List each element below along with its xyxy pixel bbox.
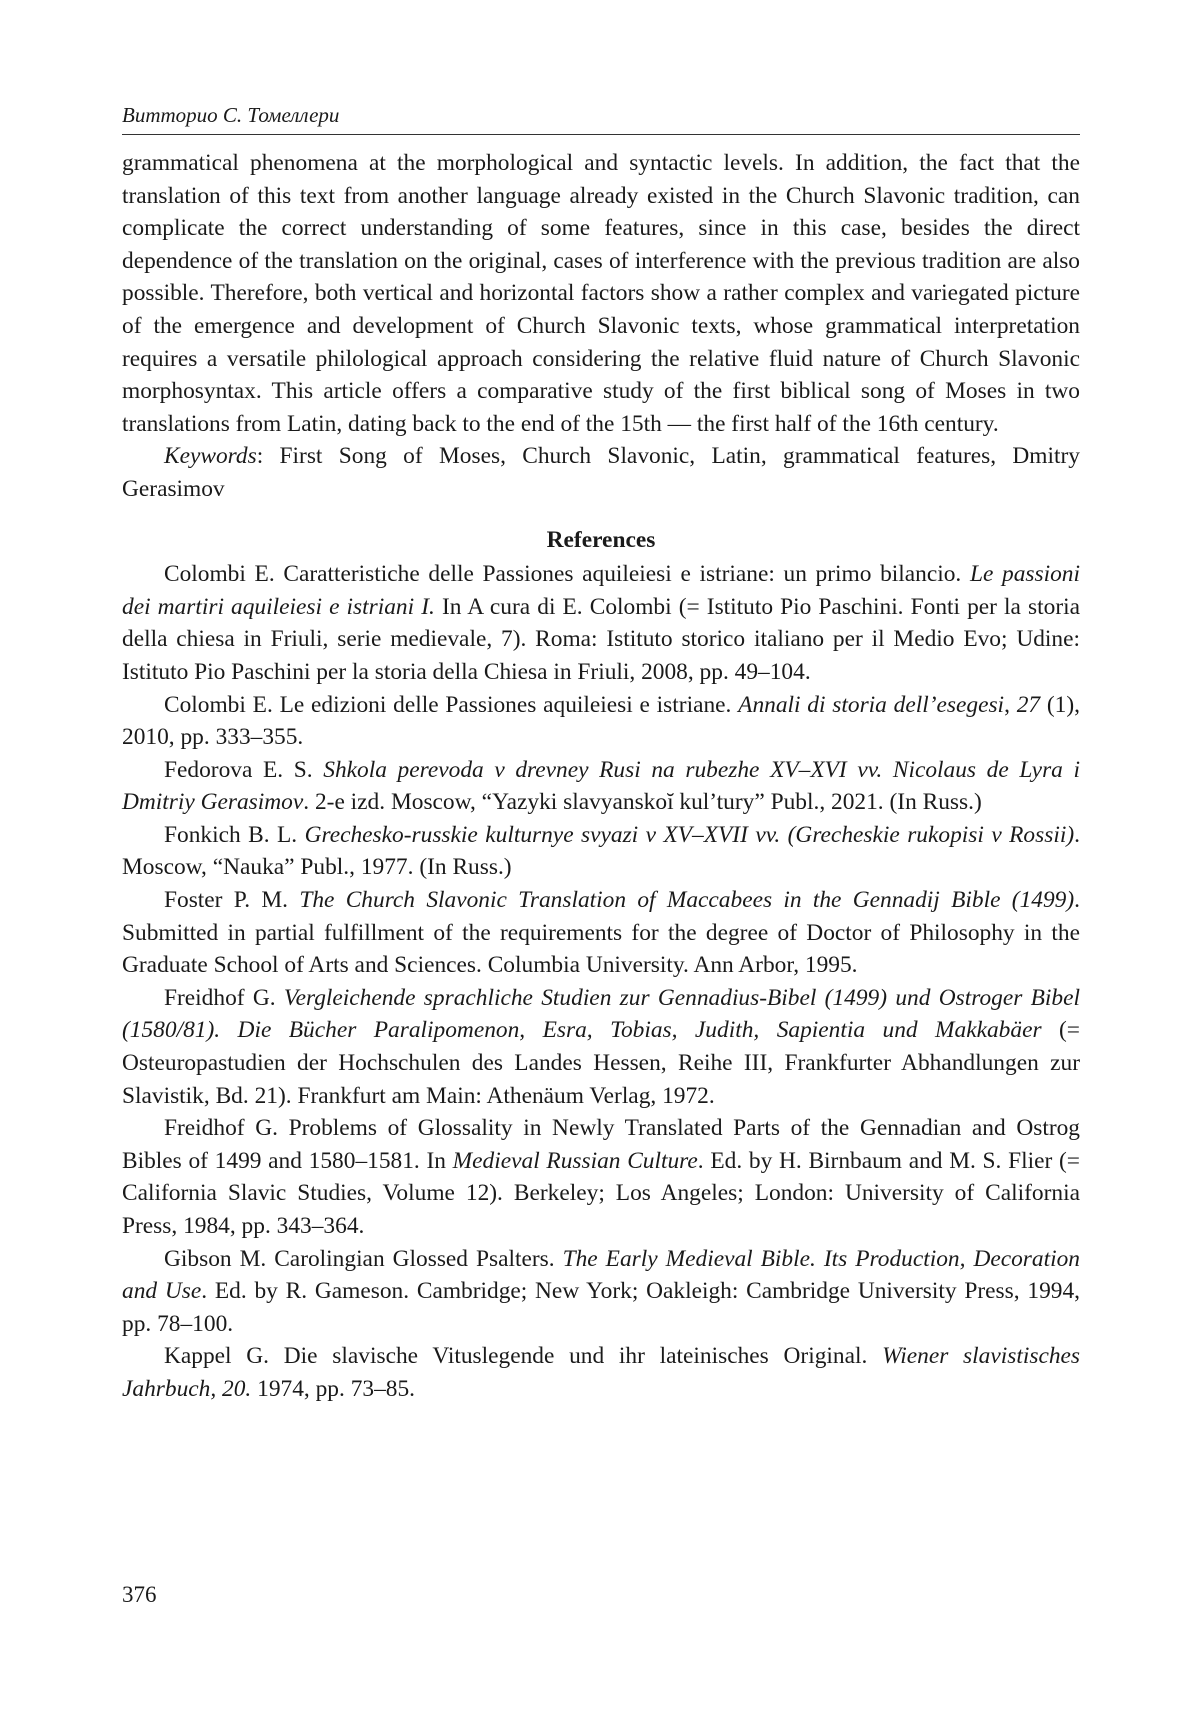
keywords-text: : First Song of Moses, Church Slavonic, Latin, grammatical features, Dmitry Gerasimov	[122, 443, 1080, 502]
reference-text: Freidhof G.	[164, 984, 284, 1011]
reference-entry	[122, 754, 1080, 819]
reference-text: . 2-e izd. Moscow, “Yazyki slavyanskoĭ kul’tury” Publ., 2021. (In Russ.)	[303, 789, 982, 816]
reference-entry	[122, 819, 1080, 884]
reference-text: (= Osteuropastudien der Hochschulen des Landes Hessen, Reihe III, Frankfurter Abhandlungen zur Slavistik, Bd. 21). Frankfurt am Main: Athenäum Verlag, 1972.	[122, 1017, 1080, 1109]
reference-title: Shkola perevoda v drevney Rusi na rubezhe XV–XVI vv. Nicolaus de Lyra i Dmitriy Gerasimov	[122, 756, 1080, 816]
reference-text: . Ed. by H. Birnbaum and M. S. Flier (= California Slavic Studies, Volume 12). Berkeley; Los Angeles; London: University of California Press, 1984, pp. 343–364.	[122, 1147, 1080, 1239]
reference-entry	[122, 558, 1080, 688]
abstract-paragraph: grammatical phenomena at the morphological and syntactic levels. In addition, the fact that the translation of this text from another language already existed in the Church Slavonic tradition, can complicate the correct understanding of some features, since in this case, besides the direct dependence of the translation on the original, cases of interference with the previous tradition are also possible. Therefore, both vertical and horizontal factors show a rather complex and variegated picture of the emergence and development of Church Slavonic texts, whose grammatical interpretation requires a versatile philological approach considering the relative fluid nature of Church Slavonic morphosyntax. This article offers a comparative study of the first biblical song of Moses in two translations from Latin, dating back to the end of the 15th — the first half of the 16th century.	[122, 150, 1080, 437]
reference-text: (1), 2010, pp. 333–355.	[122, 691, 1080, 751]
reference-text: Fonkich B. L.	[164, 821, 305, 848]
reference-text: . Submitted in partial fulfillment of the requirements for the degree of Doctor of Philosophy in the Graduate School of Arts and Sciences. Columbia University. Ann Arbor, 1995.	[122, 887, 1080, 979]
references-list	[122, 558, 1080, 1405]
reference-text: Colombi E. Caratteristiche delle Passiones aquileiesi e istriane: un primo bilancio.	[164, 561, 970, 588]
reference-entry	[122, 1112, 1080, 1242]
reference-text: . Ed. by R. Gameson. Cambridge; New York; Oakleigh: Cambridge University Press, 1994, pp. 78–100.	[122, 1278, 1081, 1337]
page-number: 376	[122, 1582, 157, 1607]
reference-text: In A cura di E. Colombi (= Istituto Pio Paschini. Fonti per la storia della chiesa in Friuli, serie medievale, 7). Roma: Istituto storico italiano per il Medio Evo; Udine: Istituto Pio Paschini per la storia della Chiesa in Friuli, 2008, pp. 49–104.	[122, 593, 1080, 685]
reference-text: Kappel G. Die slavische Vituslegende und ihr lateinisches Original.	[164, 1343, 883, 1370]
reference-title: Annali di storia dell’esegesi	[738, 691, 1005, 718]
reference-title: The Church Slavonic Translation of Maccabees in the Gennadij Bible (1499)	[299, 887, 1075, 914]
reference-title: Le passioni dei martiri aquileiesi e istriani I.	[122, 561, 1080, 620]
reference-text: . Moscow, “Nauka” Publ., 1977. (In Russ.)	[122, 821, 1080, 881]
reference-title: Vergleichende sprachliche Studien zur Gennadius-Bibel (1499) und Ostroger Bibel (1580/81). Die Bücher Paralipomenon, Esra, Tobias, Judith, Sapientia und Makkabäer	[122, 984, 1080, 1044]
reference-title: The Early Medieval Bible. Its Production, Decoration and Use	[122, 1245, 1080, 1305]
reference-entry	[122, 1340, 1080, 1405]
reference-text: Gibson M. Carolingian Glossed Psalters.	[164, 1245, 563, 1272]
keywords-paragraph	[122, 440, 1080, 505]
reference-text: ,	[1004, 691, 1017, 718]
reference-title: Grechesko-russkie kulturnye svyazi v XV–XVII vv. (Grecheskie rukopisi v Rossii)	[304, 821, 1075, 848]
page	[122, 100, 1080, 1670]
reference-entry	[122, 1243, 1080, 1341]
reference-text: Colombi E. Le edizioni delle Passiones aquileiesi e istriane.	[164, 691, 739, 718]
reference-title: Medieval Russian Culture	[452, 1147, 698, 1174]
reference-text: Freidhof G. Problems of Glossality in Newly Translated Parts of the Gennadian and Ostrog Bibles of 1499 and 1580–1581. In	[122, 1115, 1080, 1174]
running-head: Витторио С. Томеллери	[122, 100, 1080, 135]
reference-text: Fedorova E. S.	[164, 756, 324, 783]
abstract-continuation	[122, 147, 1080, 506]
references-heading: References	[546, 526, 656, 553]
reference-entry	[122, 689, 1080, 754]
reference-text: Foster P. M.	[164, 887, 300, 914]
reference-text: 1974, pp. 73–85.	[251, 1375, 416, 1402]
reference-entry	[122, 884, 1080, 982]
reference-entry	[122, 982, 1080, 1112]
reference-title: 27	[1016, 691, 1041, 718]
reference-title: Wiener slavistisches Jahrbuch, 20.	[122, 1343, 1081, 1402]
keywords-label: Keywords	[164, 443, 257, 470]
